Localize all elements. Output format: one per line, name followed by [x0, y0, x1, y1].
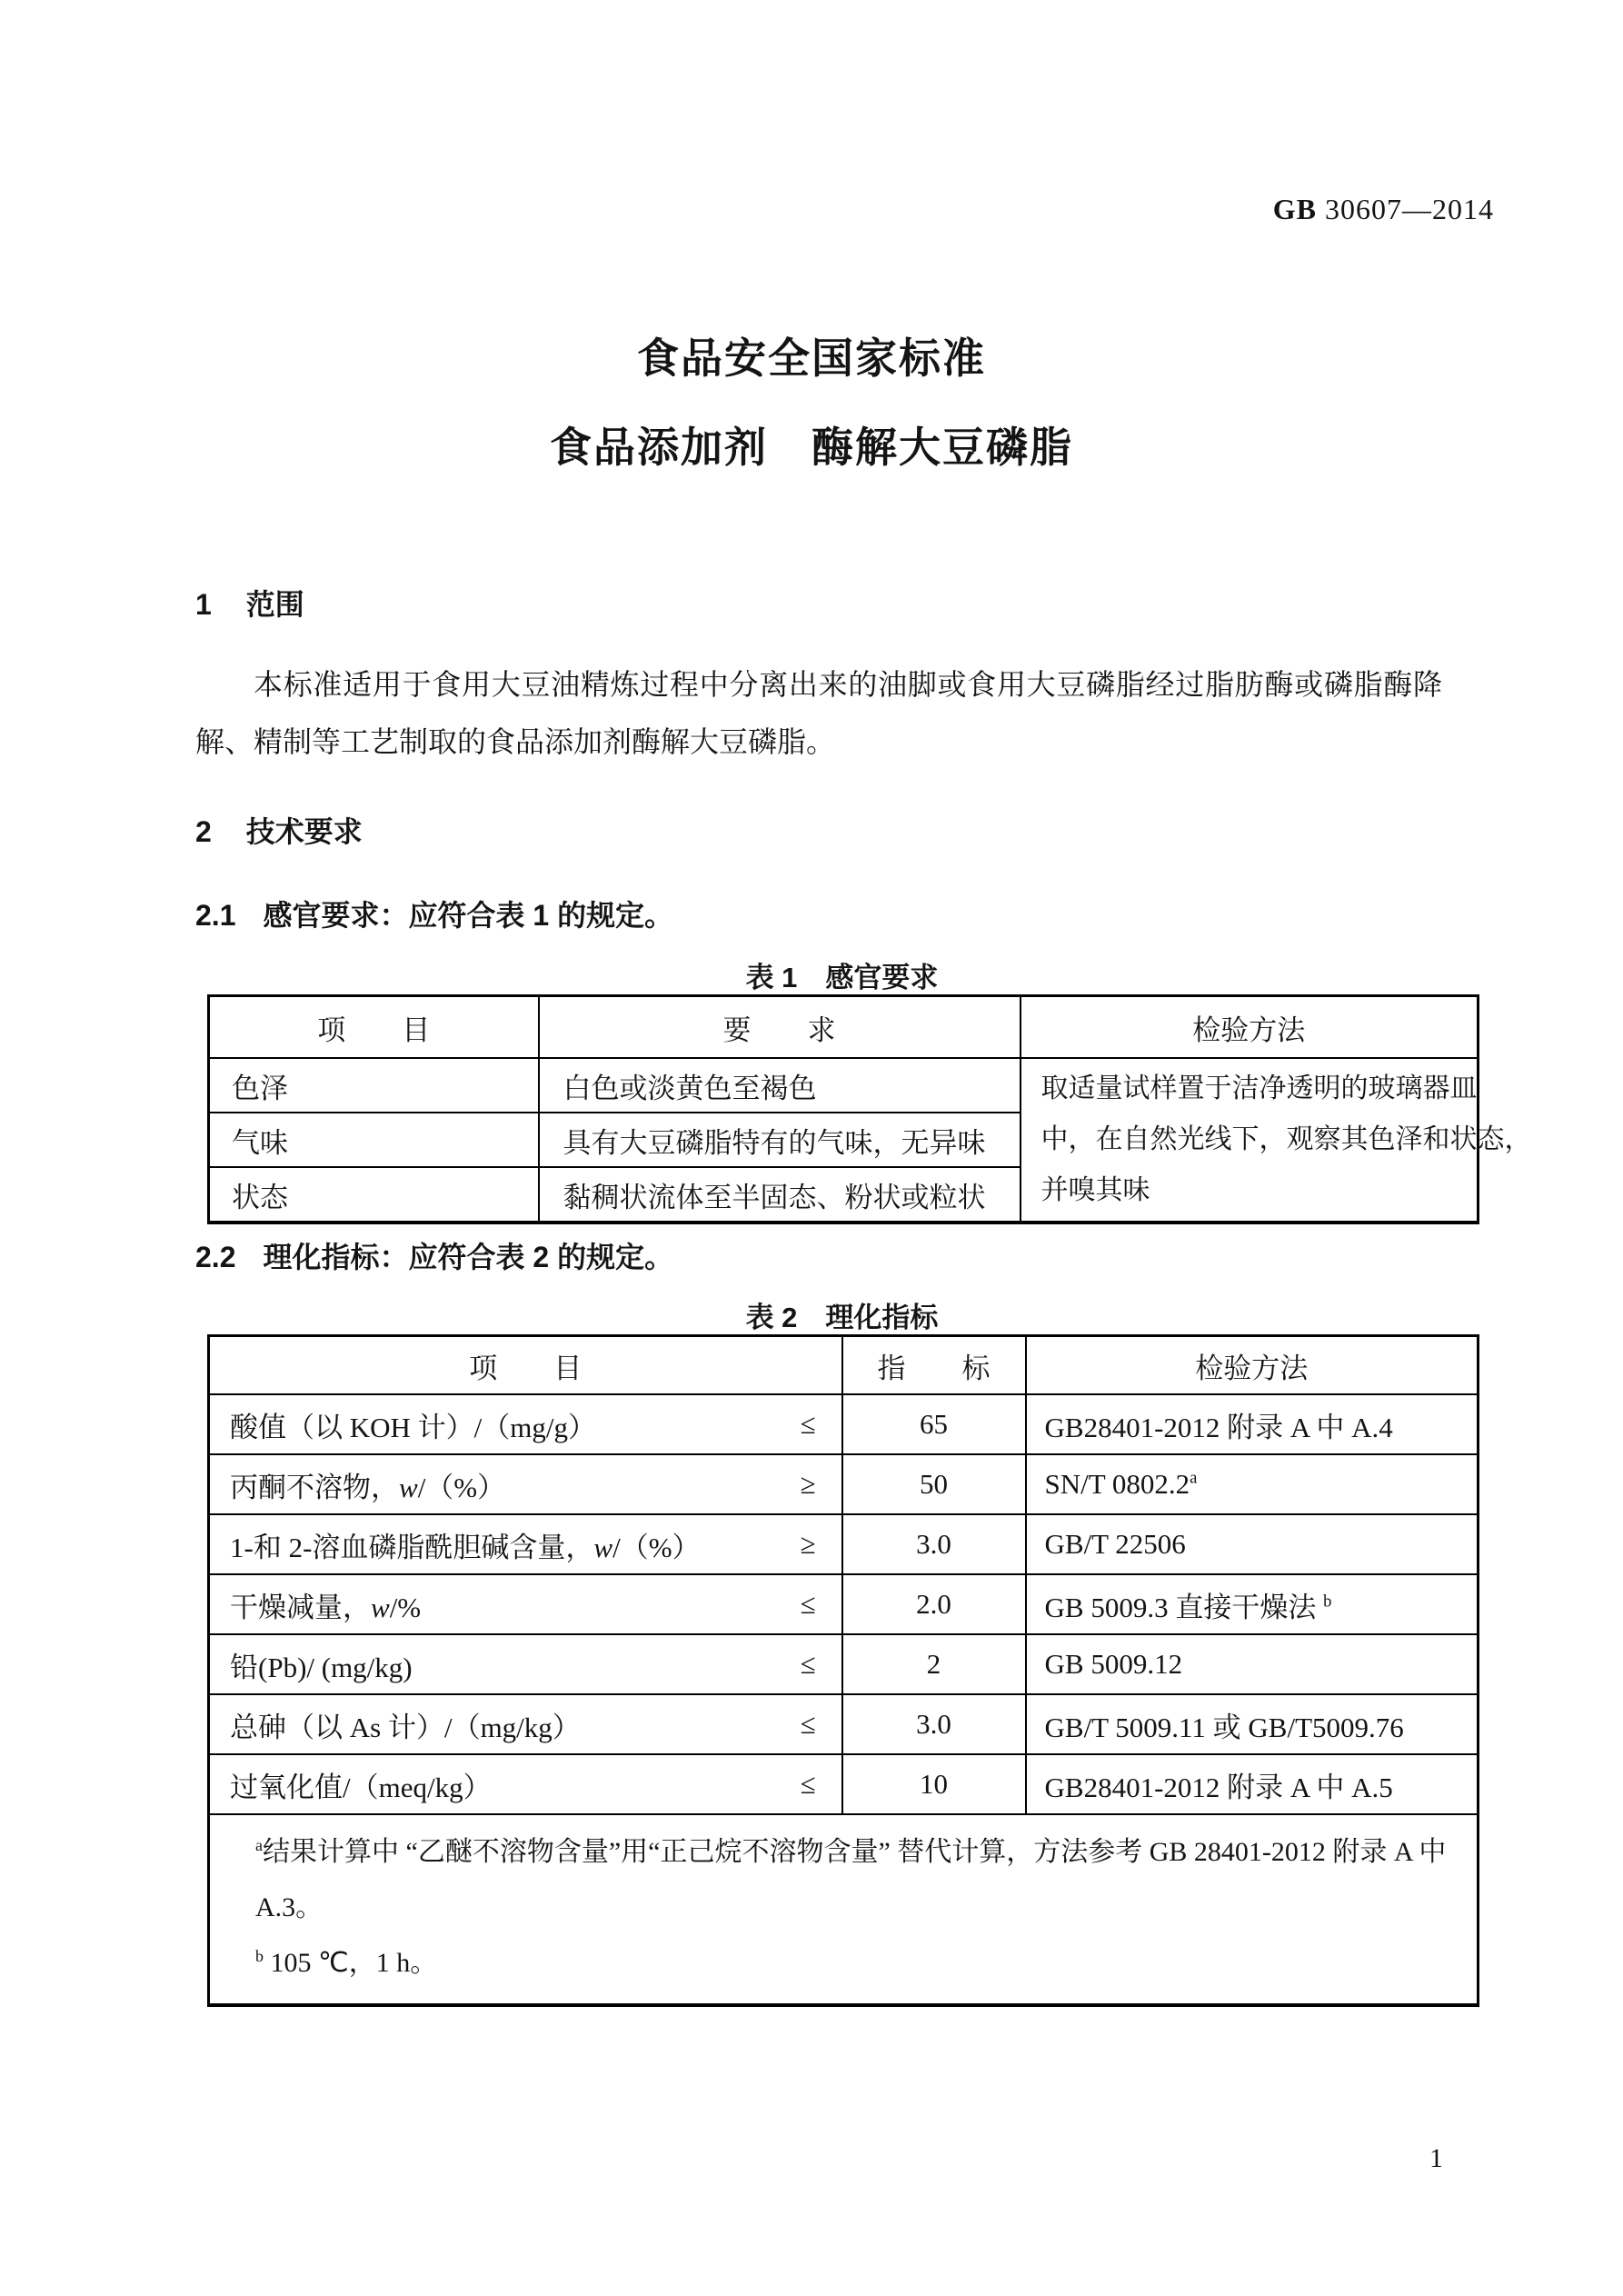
table1-caption: 表 1 感官要求 [745, 962, 939, 993]
relation-symbol: ≤ [800, 1408, 816, 1440]
method-cell [1021, 1058, 1532, 1223]
method-line-1: 取适量试样置于洁净透明的玻璃器皿 [1041, 1073, 1478, 1103]
value-cell: 2 [842, 1634, 1026, 1694]
relation-symbol: ≥ [800, 1468, 816, 1500]
standard-code-number: 30607—2014 [1325, 193, 1494, 225]
method-cell: GB 5009.3 直接干燥法 $^b$ [1026, 1574, 1479, 1634]
item-cell: 气味 [209, 1113, 539, 1167]
value-cell: 3.0 [842, 1694, 1026, 1754]
section-2-2-text: 理化指标：应符合表 2 的规定。 [263, 1241, 674, 1273]
table1-header-method: 检验方法 [1021, 996, 1479, 1059]
table2-header-method: 检验方法 [1026, 1336, 1479, 1395]
section-2-2-number: 2.2 [195, 1241, 236, 1273]
section-2-number: 2 [195, 815, 212, 848]
section-2-1-heading [195, 893, 673, 934]
section-2-title: 技术要求 [245, 815, 363, 848]
method-cell: GB28401-2012 附录 A 中 A.4 [1026, 1394, 1479, 1454]
value-cell: 10 [842, 1754, 1026, 1814]
footnote-b: $^b$ 105 ℃，1 h。 [255, 1947, 438, 1978]
relation-symbol: ≤ [800, 1648, 816, 1680]
item-text: 总砷（以 As 计）/（mg/kg） [230, 1711, 581, 1743]
table2-row-acetone-insoluble [209, 1454, 1479, 1514]
table2-header-row [209, 1336, 1479, 1395]
table1-row-color [209, 1058, 1479, 1113]
table2-header-value: 指 标 [842, 1336, 1026, 1395]
relation-symbol: ≤ [800, 1708, 816, 1740]
item-cell [209, 1634, 842, 1694]
requirement-cell: 白色或淡黄色至褐色 [539, 1058, 1021, 1113]
section-2-1-number: 2.1 [195, 899, 236, 932]
item-text: 铅(Pb)/ (mg/kg) [230, 1651, 413, 1683]
item-text: 干燥减量，w/% [230, 1591, 422, 1623]
method-cell: GB/T 5009.11 或 GB/T5009.76 [1026, 1694, 1479, 1754]
section-1-title: 范围 [245, 588, 304, 621]
requirement-cell: 黏稠状流体至半固态、粉状或粒状 [539, 1167, 1021, 1223]
doc-title-line2: 食品添加剂 酶解大豆磷脂 [550, 424, 1073, 471]
item-cell [209, 1694, 842, 1754]
footnote-a: $^a$结果计算中 “乙醚不溶物含量”用“正己烷不溶物含量” 替代计算，方法参考 GB 28401-2012 附录 A 中 A.3。 [255, 1836, 1447, 1922]
item-cell [209, 1574, 842, 1634]
section-2-1-text: 感官要求：应符合表 1 的规定。 [263, 899, 674, 932]
item-cell: 色泽 [209, 1058, 539, 1113]
item-text: 酸值（以 KOH 计）/（mg/g） [230, 1411, 596, 1443]
section-2-2-heading [195, 1234, 673, 1276]
standard-code [1273, 193, 1494, 226]
table2-row-lysophosphatidylcholine [209, 1514, 1479, 1574]
item-text: 1-和 2-溶血磷脂酰胆碱含量，w/（%） [230, 1531, 701, 1563]
item-text: 丙酮不溶物，w/（%） [230, 1471, 506, 1503]
item-cell [209, 1454, 842, 1514]
table2-row-acid-value [209, 1394, 1479, 1454]
method-cell: GB/T 22506 [1026, 1514, 1479, 1574]
table2-row-lead [209, 1634, 1479, 1694]
relation-symbol: ≤ [800, 1768, 816, 1800]
method-line-3: 并嗅其味 [1041, 1175, 1150, 1205]
table2-row-total-arsenic [209, 1694, 1479, 1754]
value-cell: 2.0 [842, 1574, 1026, 1634]
section-1-number: 1 [195, 588, 212, 621]
value-cell: 3.0 [842, 1514, 1026, 1574]
table1-header-row [209, 996, 1479, 1059]
table2-row-peroxide-value [209, 1754, 1479, 1814]
table2-row-loss-on-drying [209, 1574, 1479, 1634]
scope-paragraph: 本标准适用于食用大豆油精炼过程中分离出来的油脚或食用大豆磷脂经过脂肪酶或磷脂酶降解、精制等工艺制取的食品添加剂酶解大豆磷脂。 [195, 668, 1442, 758]
method-cell: GB28401-2012 附录 A 中 A.5 [1026, 1754, 1479, 1814]
table1-header-item: 项 目 [209, 996, 539, 1059]
table1-sensory-requirements [207, 994, 1532, 1224]
item-cell [209, 1754, 842, 1814]
footnote-cell [209, 1814, 1479, 2005]
table2-header-item: 项 目 [209, 1336, 842, 1395]
value-cell: 65 [842, 1394, 1026, 1454]
relation-symbol: ≥ [800, 1528, 816, 1560]
table2-physicochemical-indexes [207, 1334, 1479, 2007]
method-line-2: 中，在自然光线下，观察其色泽和状态， [1041, 1124, 1532, 1154]
table2-footnote-row [209, 1814, 1479, 2005]
section-2-heading [195, 809, 363, 851]
item-cell [209, 1514, 842, 1574]
item-cell [209, 1394, 842, 1454]
table2-caption: 表 2 理化指标 [745, 1302, 939, 1333]
value-cell: 50 [842, 1454, 1026, 1514]
page-number: 1 [1429, 2143, 1443, 2173]
section-1-heading [195, 582, 304, 624]
method-cell: GB 5009.12 [1026, 1634, 1479, 1694]
method-cell: SN/T 0802.2$^a$ [1026, 1454, 1479, 1514]
doc-title-line1: 食品安全国家标准 [637, 334, 986, 382]
item-cell: 状态 [209, 1167, 539, 1223]
relation-symbol: ≤ [800, 1588, 816, 1620]
standard-code-prefix: GB [1272, 193, 1317, 225]
table1-header-requirement: 要 求 [539, 996, 1021, 1059]
item-text: 过氧化值/（meq/kg） [230, 1771, 492, 1803]
requirement-cell: 具有大豆磷脂特有的气味，无异味 [539, 1113, 1021, 1167]
